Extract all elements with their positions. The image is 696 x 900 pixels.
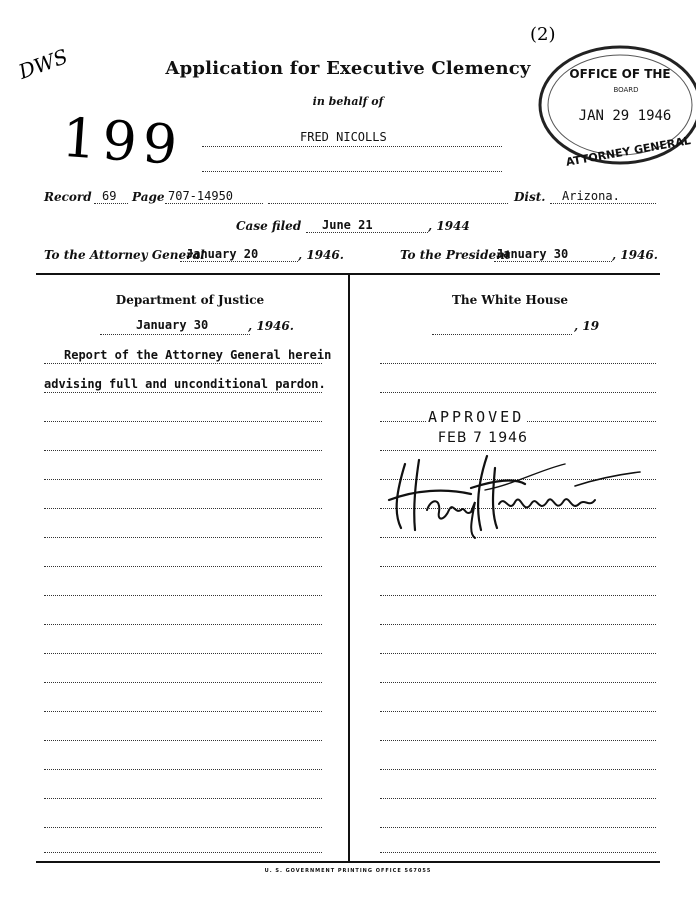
case-filed-dotline [306,232,428,233]
left-dotline [44,711,322,712]
printer-imprint: U. S. GOVERNMENT PRINTING OFFICE 567055 [264,868,432,874]
left-dotline [44,537,322,538]
doj-year: , 1946. [248,319,294,333]
white-house-heading: The White House [451,293,569,307]
to-president-year: , 1946. [612,248,658,262]
report-dotline-1 [44,363,322,364]
report-line-2: advising full and unconditional pardon. [44,377,326,391]
table-bottom-rule [36,861,660,863]
handwritten-initials: DWS [15,44,71,84]
left-dotline [44,653,322,654]
doj-heading: Department of Justice [115,293,265,307]
stamp-pardon-line: BOARD [613,86,639,94]
left-dotline [44,450,322,451]
right-dotline [380,682,656,683]
stamp-date: JAN 29 1946 [578,108,672,124]
record-gap-dotline [268,203,508,204]
white-house-year: , 19 [574,319,600,333]
left-dotline [44,595,322,596]
to-ag-dotline [180,261,298,262]
to-ag-year: , 1946. [298,248,344,262]
table-center-rule [348,273,350,861]
right-dotline [380,566,656,567]
left-dotline [44,566,322,567]
right-dotline [380,852,656,853]
to-president-date: January 30 [496,247,569,261]
right-dotline [380,798,656,799]
right-dotline [380,740,656,741]
record-dotline [94,203,128,204]
approved-date: FEB 7 1946 [438,430,528,446]
received-stamp [530,40,696,170]
white-house-date-dotline [432,334,572,335]
corner-mark: (2) [530,24,556,45]
page-title: Application for Executive Clemency [165,58,531,79]
right-dotline [380,392,656,393]
dist-dotline [550,203,656,204]
applicant-line-1 [202,146,502,147]
approved-stamp: APPROVED [428,408,525,426]
left-dotline [44,798,322,799]
to-ag-label: To the Attorney General [44,248,205,262]
page-subtitle: in behalf of [312,95,384,108]
case-filed-label: Case filed [236,219,302,233]
stamp-bottom-text: ATTORNEY GENERAL [564,134,692,169]
stamp-top-text: OFFICE OF THE [569,67,671,81]
right-dotline [380,624,656,625]
left-dotline [44,508,322,509]
dist-label: Dist. [514,190,546,204]
doj-date: January 30 [136,318,209,332]
to-president-dotline [494,261,612,262]
left-dotline [44,740,322,741]
case-filed-year: , 1944 [428,219,470,233]
page-value: 707-14950 [168,189,234,203]
applicant-line-2 [202,171,502,172]
to-ag-date: January 20 [186,247,259,261]
left-dotline [44,421,322,422]
left-dotline [44,827,322,828]
doj-date-dotline [100,334,250,335]
dist-value: Arizona. [562,189,620,203]
page-dotline [165,203,263,204]
left-dotline [44,624,322,625]
presidential-signature [375,450,645,540]
right-dotline [380,827,656,828]
right-dotline [380,769,656,770]
left-dotline [44,769,322,770]
case-filed-date: June 21 [322,218,373,232]
right-dotline [380,711,656,712]
report-line-1: Report of the Attorney General herein [64,348,332,362]
right-dotline [380,363,656,364]
report-dotline-2 [44,392,322,393]
applicant-name: FRED NICOLLS [300,130,387,144]
handwritten-number: 199 [59,105,186,178]
to-president-label: To the President [400,248,511,262]
page-label: Page [132,190,165,204]
left-dotline [44,479,322,480]
record-value: 69 [102,189,117,203]
left-dotline [44,682,322,683]
left-dotline [44,852,322,853]
right-dotline [380,653,656,654]
right-dotline [380,595,656,596]
record-label: Record [44,190,92,204]
